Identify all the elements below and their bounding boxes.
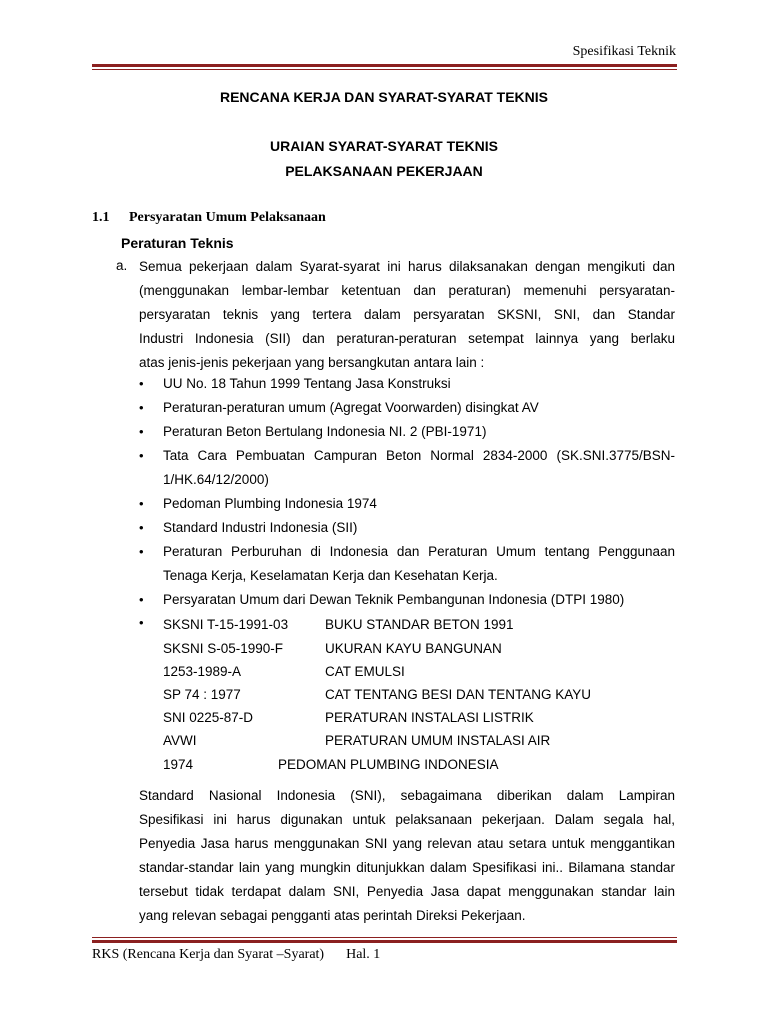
closing-line: Spesifikasi ini harus digunakan untuk pelaksanaan pekerjaan. Dalam segala hal, xyxy=(139,812,675,827)
bullet-line: • Persyaratan Umum dari Dewan Teknik Pembangunan Indonesia (DTPI 1980) xyxy=(163,592,625,607)
footer-rule-thick xyxy=(92,940,677,943)
bullet-line: • Tata Cara Pembuatan Campuran Beton Normal 2834-2000 (SK.SNI.3775/BSN- xyxy=(163,448,675,463)
standard-code: AVWI xyxy=(163,733,197,748)
page-footer xyxy=(92,947,380,963)
standard-code: SP 74 : 1977 xyxy=(163,687,241,702)
bullet-line: • Peraturan-peraturan umum (Agregat Voorwarden) disingkat AV xyxy=(163,400,539,415)
document-subtitle-1: URAIAN SYARAT-SYARAT TEKNIS xyxy=(270,138,498,154)
item-a-marker: a. xyxy=(116,258,128,273)
standard-code: SKSNI T-15-1991-03 xyxy=(163,617,289,632)
bullet-line: • Standard Industri Indonesia (SII) xyxy=(163,520,358,535)
item-a-line: persyaratan teknis yang tertera dalam persyaratan SKSNI, SNI, dan Standar xyxy=(139,307,675,322)
closing-line: standar-standar lain yang mungkin ditunjukkan dalam Spesifikasi ini.. Bilamana standar xyxy=(139,860,675,875)
footer-document-label: RKS (Rencana Kerja dan Syarat –Syarat) xyxy=(92,947,325,962)
closing-line: yang relevan sebagai pengganti atas perintah Direksi Pekerjaan. xyxy=(139,908,526,923)
closing-line: Standard Nasional Indonesia (SNI), sebagaimana diberikan dalam Lampiran xyxy=(139,788,675,803)
bullet-item xyxy=(139,540,675,588)
closing-line: Penyedia Jasa harus menggunakan SNI yang relevan atau setara untuk menggantikan xyxy=(139,836,675,851)
standard-title: PERATURAN UMUM INSTALASI AIR xyxy=(325,733,551,748)
footer-rule-thin xyxy=(92,937,677,938)
header-rule-thick xyxy=(92,64,677,67)
bullet-item xyxy=(139,372,675,396)
closing-paragraph xyxy=(139,784,675,928)
bullet-line: • Peraturan Perburuhan di Indonesia dan Peraturan Umum tentang Penggunaan xyxy=(163,544,675,559)
section-number: 1.1 xyxy=(92,210,110,225)
standards-bullet: • xyxy=(139,615,144,630)
bullet-item xyxy=(139,396,675,420)
standard-title: UKURAN KAYU BANGUNAN xyxy=(325,641,502,656)
document-title: RENCANA KERJA DAN SYARAT-SYARAT TEKNIS xyxy=(219,89,548,105)
bullet-line: • Peraturan Beton Bertulang Indonesia NI. 2 (PBI-1971) xyxy=(163,424,487,439)
bullet-line: • UU No. 18 Tahun 1999 Tentang Jasa Konstruksi xyxy=(163,376,451,391)
item-a-line: Industri Indonesia (SII) dan peraturan-peraturan setempat lainnya yang berlaku xyxy=(139,331,675,346)
standard-code: SKSNI S-05-1990-F xyxy=(163,641,284,656)
running-header: Spesifikasi Teknik xyxy=(572,44,676,59)
standard-title: BUKU STANDAR BETON 1991 xyxy=(325,617,514,632)
standard-code: 1974 xyxy=(163,757,194,772)
page-number: Hal. 1 xyxy=(346,947,381,962)
item-a-line: Semua pekerjaan dalam Syarat-syarat ini harus dilaksanakan dengan mengikuti dan xyxy=(139,259,675,274)
bullet-item xyxy=(139,516,675,540)
standard-title: CAT EMULSI xyxy=(325,664,405,679)
standard-title: PERATURAN INSTALASI LISTRIK xyxy=(325,710,534,725)
bullet-line: Tenaga Kerja, Keselamatan Kerja dan Kesehatan Kerja. xyxy=(163,568,498,583)
section-title: Persyaratan Umum Pelaksanaan xyxy=(129,210,326,225)
document-subtitle-2: PELAKSANAAN PEKERJAAN xyxy=(285,163,483,179)
standard-title: PEDOMAN PLUMBING INDONESIA xyxy=(278,757,499,772)
bullet-line: 1/HK.64/12/2000) xyxy=(163,472,269,487)
bullet-line: • Pedoman Plumbing Indonesia 1974 xyxy=(163,496,377,511)
item-a-line: atas jenis-jenis pekerjaan yang bersangkutan antara lain : xyxy=(139,355,485,370)
bullet-item xyxy=(139,492,675,516)
item-a-paragraph xyxy=(139,255,675,375)
header-rule-thin xyxy=(92,69,677,70)
subsection-title: Peraturan Teknis xyxy=(121,235,234,251)
bullet-item xyxy=(139,420,675,444)
standard-title: CAT TENTANG BESI DAN TENTANG KAYU xyxy=(325,687,592,702)
standard-code: 1253-1989-A xyxy=(163,664,242,679)
standard-code: SNI 0225-87-D xyxy=(163,710,254,725)
bullet-item xyxy=(139,444,675,492)
regulation-bullet-list xyxy=(139,372,675,612)
bullet-item xyxy=(139,588,675,612)
closing-line: tersebut tidak terdapat dalam SNI, Penyedia Jasa dapat menggunakan standar lain xyxy=(139,884,675,899)
item-a-line: (menggunakan lembar-lembar ketentuan dan peraturan) memenuhi persyaratan- xyxy=(139,283,675,298)
